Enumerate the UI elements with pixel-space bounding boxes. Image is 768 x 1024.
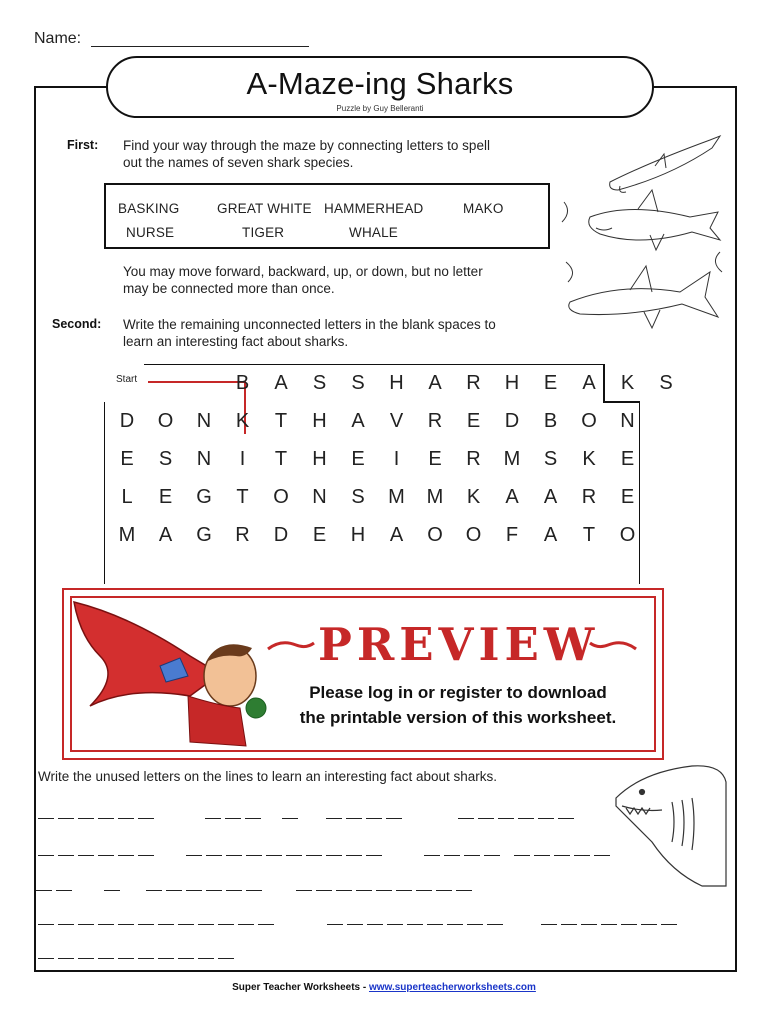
answer-blank[interactable]	[574, 855, 590, 856]
answer-blank[interactable]	[386, 818, 402, 819]
maze-letter: R	[235, 524, 250, 546]
answer-blank[interactable]	[641, 924, 657, 925]
answer-blank[interactable]	[376, 890, 392, 891]
maze-letter: R	[466, 372, 481, 394]
maze-letter: A	[351, 410, 365, 432]
answer-blank[interactable]	[518, 818, 534, 819]
answer-blank[interactable]	[478, 818, 494, 819]
word-whale: WHALE	[349, 225, 399, 240]
maze-letter: E	[466, 410, 481, 432]
answer-blank[interactable]	[206, 855, 222, 856]
answer-blank[interactable]	[158, 958, 174, 959]
answer-blank[interactable]	[138, 924, 154, 925]
shark-head-illustration	[612, 762, 728, 888]
maze-letter: G	[196, 486, 212, 508]
maze-letter: A	[389, 524, 404, 546]
answer-blank[interactable]	[346, 855, 362, 856]
answer-blank[interactable]	[326, 818, 342, 819]
maze-letter: E	[620, 486, 635, 508]
answer-blank[interactable]	[98, 818, 114, 819]
answer-blank[interactable]	[458, 818, 474, 819]
answer-blank[interactable]	[581, 924, 597, 925]
word-tiger: TIGER	[242, 225, 285, 240]
answer-blank[interactable]	[538, 818, 554, 819]
footer	[0, 982, 768, 993]
answer-blank[interactable]	[186, 855, 202, 856]
answer-blank[interactable]	[416, 890, 432, 891]
maze-letter: D	[504, 410, 520, 432]
answer-blank[interactable]	[58, 958, 74, 959]
answer-blank[interactable]	[218, 958, 234, 959]
answer-blank[interactable]	[98, 924, 114, 925]
maze-letter: O	[581, 410, 597, 432]
answer-blank[interactable]	[356, 890, 372, 891]
answer-blank[interactable]	[146, 890, 162, 891]
answer-blank[interactable]	[621, 924, 637, 925]
answer-blank[interactable]	[205, 818, 221, 819]
maze-letter: N	[196, 448, 212, 470]
maze-letter: N	[196, 410, 212, 432]
preview-title: PREVIEW	[318, 618, 600, 671]
maze-letter: E	[120, 448, 134, 470]
answer-blank[interactable]	[444, 855, 460, 856]
answer-blank[interactable]	[38, 855, 54, 856]
maze-letter: A	[158, 524, 173, 546]
maze-letter: A	[582, 372, 596, 394]
maze-letter: B	[235, 372, 250, 394]
step-first-label: First:	[67, 138, 99, 152]
answer-blank[interactable]	[296, 890, 312, 891]
answer-blank[interactable]	[561, 924, 577, 925]
rule-text-1: You may move forward, backward, up, or down, but no letter	[123, 264, 483, 279]
answer-blank[interactable]	[396, 890, 412, 891]
answer-blank[interactable]	[245, 818, 261, 819]
word-hammerhead: HAMMERHEAD	[324, 201, 424, 216]
maze-letter: T	[582, 524, 596, 546]
maze-letter: B	[543, 410, 558, 432]
answer-blank[interactable]	[38, 818, 54, 819]
maze-letter: H	[350, 524, 366, 546]
maze-letter: S	[351, 486, 365, 508]
answer-blank[interactable]	[601, 924, 617, 925]
maze-letter: H	[504, 372, 520, 394]
maze-letter: S	[158, 448, 173, 470]
answer-blank[interactable]	[282, 818, 298, 819]
preview-message-line-1: Please log in or register to download	[309, 683, 607, 702]
word-mako: MAKO	[463, 201, 504, 216]
answer-blank[interactable]	[456, 890, 472, 891]
maze-letter: M	[118, 524, 136, 546]
word-great-white: GREAT WHITE	[217, 201, 312, 216]
answer-blank[interactable]	[178, 958, 194, 959]
maze-letter: M	[388, 486, 405, 508]
puzzle-credit: Puzzle by Guy Belleranti	[336, 104, 424, 113]
answer-blank[interactable]	[336, 890, 352, 891]
answer-blank[interactable]	[78, 958, 94, 959]
maze-letter: S	[351, 372, 365, 394]
maze-letter: O	[465, 524, 482, 546]
maze-letter: D	[119, 410, 135, 432]
step-second-label: Second:	[52, 317, 102, 331]
answer-blank[interactable]	[316, 890, 332, 891]
footer-link[interactable]: www.superteacherworksheets.com	[368, 982, 536, 993]
maze-letter: N	[620, 410, 635, 432]
maze-letter: E	[543, 372, 558, 394]
maze-letter: S	[659, 372, 673, 394]
answer-blank[interactable]	[661, 924, 677, 925]
maze-letter: E	[620, 448, 635, 470]
answer-blank[interactable]	[427, 924, 443, 925]
maze-letter: H	[312, 448, 327, 470]
answer-blank[interactable]	[484, 855, 500, 856]
answer-blank[interactable]	[387, 924, 403, 925]
maze-letter: M	[503, 448, 521, 470]
answer-blank[interactable]	[424, 855, 440, 856]
maze-letter: O	[273, 486, 289, 508]
maze-letter: D	[273, 524, 289, 546]
answer-blank[interactable]	[464, 855, 480, 856]
word-nurse: NURSE	[126, 225, 175, 240]
answer-blank[interactable]	[138, 958, 154, 959]
answer-blank[interactable]	[558, 818, 574, 819]
worksheet-title: A-Maze-ing Sharks	[246, 66, 514, 101]
answer-blank[interactable]	[347, 924, 363, 925]
answer-blank[interactable]	[226, 855, 242, 856]
maze-letter: M	[426, 486, 444, 508]
answer-blank[interactable]	[258, 924, 274, 925]
maze-letter: R	[466, 448, 481, 470]
answer-blank[interactable]	[78, 818, 94, 819]
answer-blank[interactable]	[534, 855, 550, 856]
answer-blank[interactable]	[436, 890, 452, 891]
maze-letter: E	[428, 448, 442, 470]
answer-blank[interactable]	[38, 958, 54, 959]
maze-letter: E	[312, 524, 327, 546]
answer-blank[interactable]	[467, 924, 483, 925]
step-first-text-1: Find your way through the maze by connecting letters to spell	[123, 138, 490, 153]
maze-letter: A	[428, 372, 442, 394]
answer-blank[interactable]	[246, 855, 262, 856]
maze-letter: K	[620, 372, 635, 394]
answer-blank[interactable]	[407, 924, 423, 925]
answer-blank[interactable]	[447, 924, 463, 925]
maze-letter: I	[239, 448, 246, 470]
answer-blank[interactable]	[118, 855, 134, 856]
maze-letter: T	[236, 486, 249, 508]
maze-letter: O	[619, 524, 636, 546]
step-first-text-2: out the names of seven shark species.	[123, 155, 354, 170]
answer-blank[interactable]	[487, 924, 503, 925]
maze-letter: R	[581, 486, 597, 508]
answer-blank[interactable]	[36, 890, 52, 891]
rule-text-2: may be connected more than once.	[123, 281, 335, 296]
footer-separator: -	[360, 982, 369, 993]
answer-blank[interactable]	[226, 890, 242, 891]
answer-blank[interactable]	[78, 855, 94, 856]
answer-blank[interactable]	[198, 958, 214, 959]
maze-letter: R	[427, 410, 443, 432]
maze-letter: H	[312, 410, 327, 432]
answer-blank[interactable]	[118, 924, 134, 925]
step-second-text-2: learn an interesting fact about sharks.	[123, 334, 349, 349]
answer-blank[interactable]	[138, 855, 154, 856]
answer-blank[interactable]	[541, 924, 557, 925]
maze-letter: T	[274, 448, 288, 470]
answer-blank[interactable]	[158, 924, 174, 925]
fact-instruction: Write the unused letters on the lines to learn an interesting fact about sharks.	[38, 769, 498, 784]
answer-blank[interactable]	[58, 924, 74, 925]
answer-blank[interactable]	[98, 855, 114, 856]
maze-start-label: Start	[116, 374, 138, 385]
answer-blank[interactable]	[498, 818, 514, 819]
maze-letter: A	[543, 524, 558, 546]
answer-blank[interactable]	[327, 924, 343, 925]
answer-blank[interactable]	[198, 924, 214, 925]
word-basking: BASKING	[118, 201, 180, 216]
answer-blank[interactable]	[246, 890, 262, 891]
maze-letter: T	[274, 410, 288, 432]
answer-blank[interactable]	[138, 818, 154, 819]
answer-blank[interactable]	[366, 855, 382, 856]
maze-letter: F	[505, 524, 519, 546]
maze-letter: O	[427, 524, 443, 546]
answer-blank[interactable]	[38, 924, 54, 925]
answer-blank[interactable]	[178, 924, 194, 925]
maze-letter: E	[351, 448, 365, 470]
maze-letter: H	[389, 372, 404, 394]
answer-blank[interactable]	[326, 855, 342, 856]
maze-letter: N	[312, 486, 327, 508]
answer-blank[interactable]	[206, 890, 222, 891]
maze-letter: O	[157, 410, 174, 432]
answer-blank[interactable]	[346, 818, 362, 819]
maze-letter: A	[505, 486, 519, 508]
name-label: Name:	[34, 30, 82, 47]
answer-blank[interactable]	[78, 924, 94, 925]
answer-blank[interactable]	[266, 855, 282, 856]
maze-letter: S	[543, 448, 558, 470]
maze-letter: K	[582, 448, 596, 470]
answer-blank[interactable]	[56, 890, 72, 891]
answer-blank[interactable]	[186, 890, 202, 891]
maze-letter: A	[274, 372, 288, 394]
answer-blank[interactable]	[98, 958, 114, 959]
answer-blank[interactable]	[166, 890, 182, 891]
maze-letter: V	[389, 410, 404, 432]
answer-blank[interactable]	[225, 818, 241, 819]
maze-letter: I	[393, 448, 400, 470]
answer-blank[interactable]	[58, 818, 74, 819]
footer-brand: Super Teacher Worksheets	[232, 982, 361, 993]
step-second-text-1: Write the remaining unconnected letters in the blank spaces to	[123, 317, 496, 332]
maze-letter: K	[466, 486, 481, 508]
answer-blank[interactable]	[514, 855, 530, 856]
maze-letter: S	[312, 372, 327, 394]
answer-blank[interactable]	[58, 855, 74, 856]
maze-letter: L	[121, 486, 133, 508]
maze-letter: K	[235, 410, 250, 432]
answer-blank[interactable]	[286, 855, 302, 856]
answer-blank[interactable]	[366, 818, 382, 819]
maze-letter: E	[158, 486, 173, 508]
answer-blank[interactable]	[104, 890, 120, 891]
answer-blank[interactable]	[118, 958, 134, 959]
answer-blank[interactable]	[118, 818, 134, 819]
answer-blank[interactable]	[306, 855, 322, 856]
preview-message-line-2: the printable version of this worksheet.	[299, 708, 617, 727]
maze-letter: A	[543, 486, 558, 508]
answer-blank[interactable]	[554, 855, 570, 856]
answer-blank[interactable]	[218, 924, 234, 925]
answer-blank[interactable]	[594, 855, 610, 856]
maze-letter: G	[196, 524, 212, 546]
answer-blank[interactable]	[367, 924, 383, 925]
answer-blank[interactable]	[238, 924, 254, 925]
